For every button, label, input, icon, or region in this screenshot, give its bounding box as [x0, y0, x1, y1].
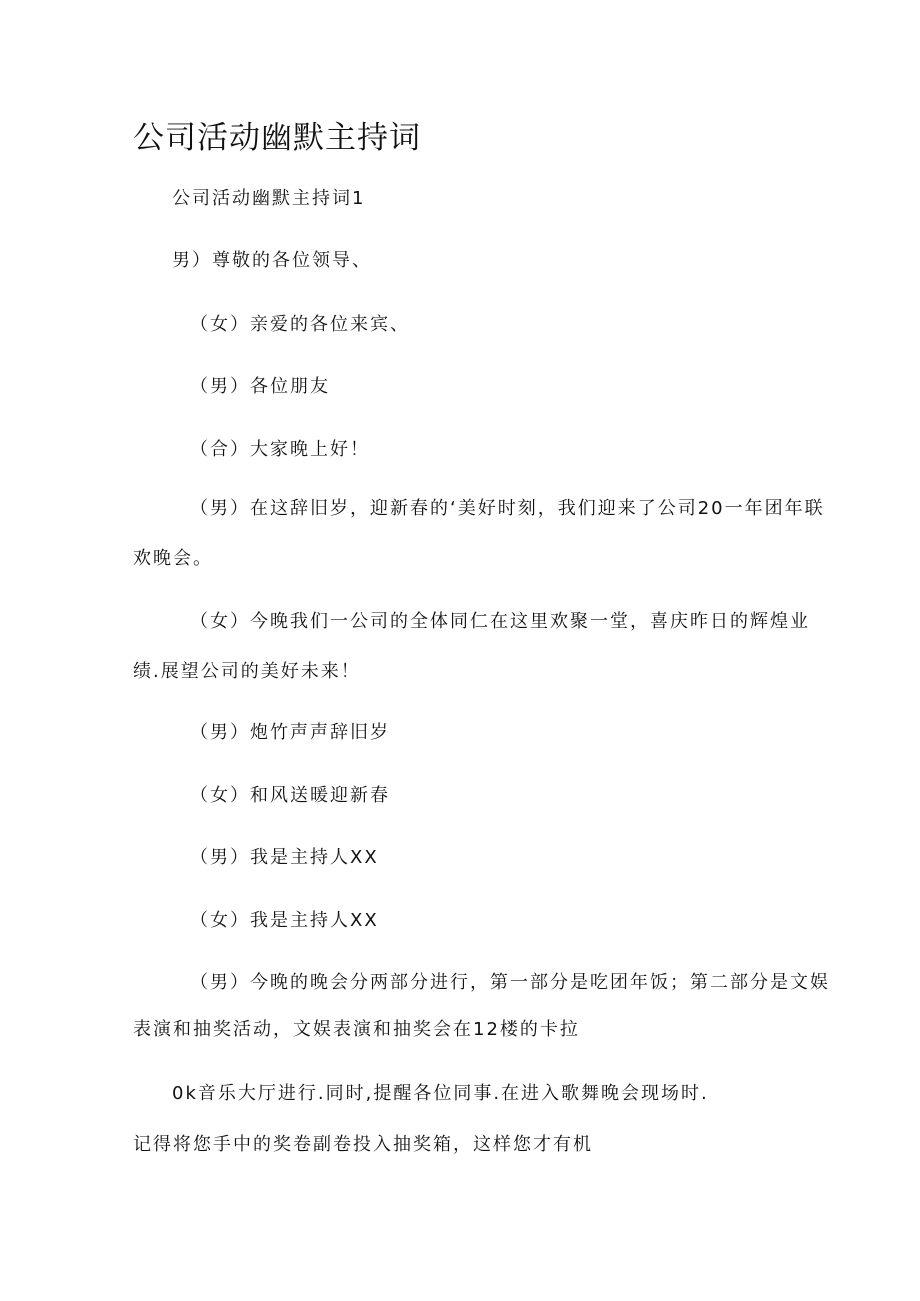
script-line: 欢晚会。	[133, 548, 213, 569]
script-line: （男）炮竹声声辞旧岁	[190, 722, 390, 743]
script-line: （男）在这辞旧岁，迎新春的‘美好时刻，我们迎来了公司20一年团年联	[190, 498, 825, 519]
script-line: 0k音乐大厅进行.同时,提醒各位同事.在进入歌舞晚会现场时.	[172, 1083, 709, 1104]
script-line: 表演和抽奖活动，文娱表演和抽奖会在12楼的卡拉	[133, 1019, 580, 1040]
document-title: 公司活动幽默主持词	[133, 120, 421, 156]
script-line: 记得将您手中的奖卷副卷投入抽奖箱，这样您才有机	[133, 1134, 593, 1155]
script-line: 男）尊敬的各位领导、	[172, 250, 372, 271]
script-line: （女）今晚我们一公司的全体同仁在这里欢聚一堂，喜庆昨日的辉煌业	[190, 611, 810, 632]
script-line: （女）亲爱的各位来宾、	[190, 314, 410, 335]
script-line: （女）和风送暖迎新春	[190, 785, 390, 806]
script-line: （女）我是主持人XX	[190, 910, 379, 931]
script-line: （男）各位朋友	[190, 376, 330, 397]
script-line: （男）今晚的晚会分两部分进行，第一部分是吃团年饭；第二部分是文娱	[190, 972, 830, 993]
script-line: （男）我是主持人XX	[190, 847, 379, 868]
script-line: 绩.展望公司的美好未来！	[133, 661, 361, 682]
section-heading: 公司活动幽默主持词1	[172, 188, 366, 209]
script-line: （合）大家晚上好！	[190, 439, 370, 460]
